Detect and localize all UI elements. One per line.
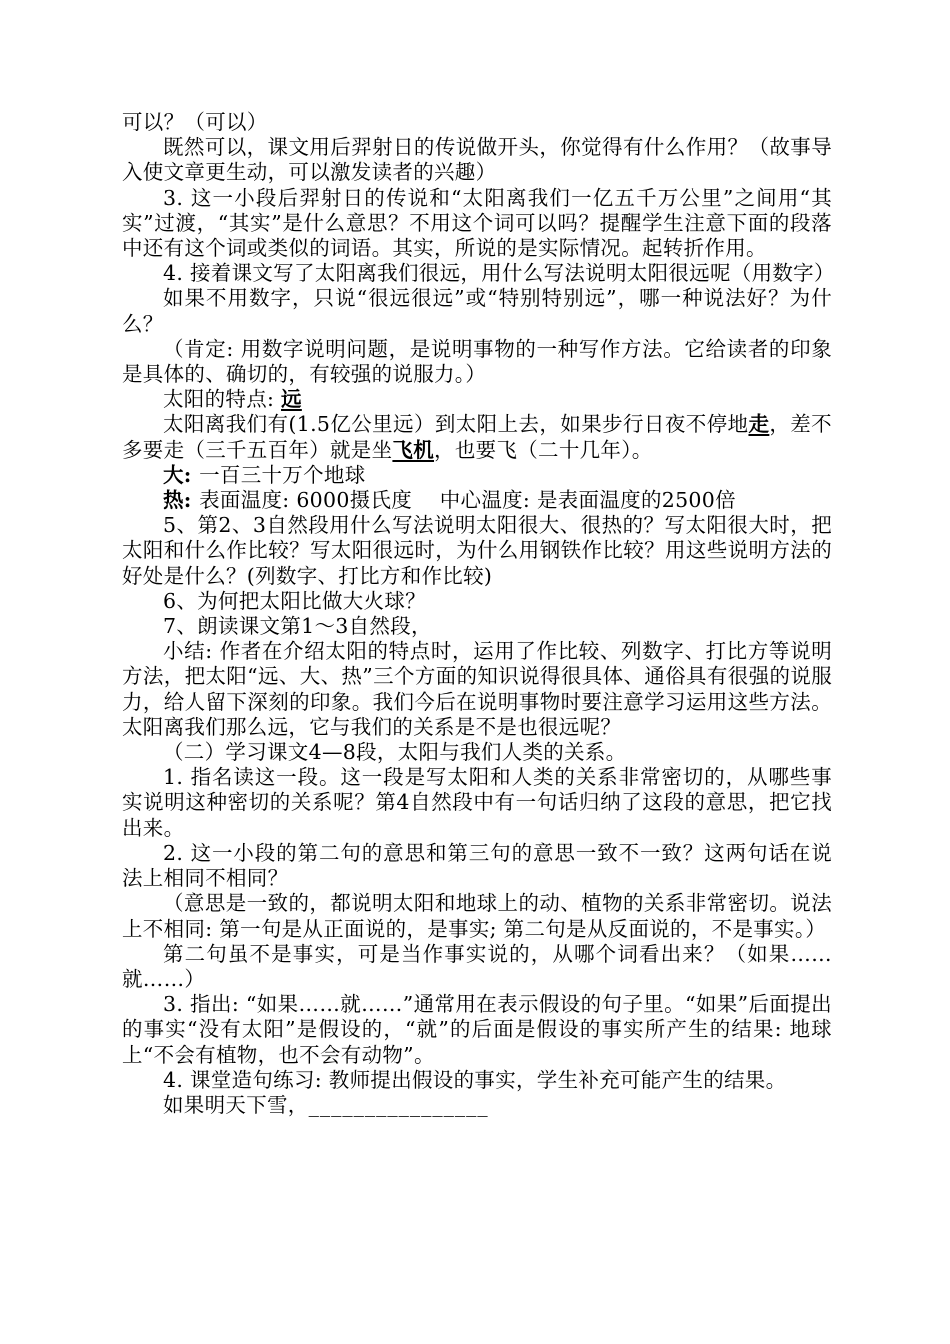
paragraph: 4. 接着课文写了太阳离我们很远，用什么写法说明太阳很远呢（用数字）: [163, 261, 835, 286]
sun-features-heading: [122, 387, 832, 412]
paragraph: 7、朗读课文第1～3自然段，: [163, 614, 432, 639]
text: 如果明天下雪，: [163, 1092, 309, 1117]
label: 太阳的特点:: [163, 387, 282, 412]
section-heading: （二）学习课文4—8段，太阳与我们人类的关系。: [163, 740, 627, 765]
paragraph: 3. 指出: “如果……就……”通常用在表示假设的句子里。“如果”后面提出的事实“没有太阳”是假设的，“就”的后面是假设的事实所产生的结果: 地球上“不会有植物，也不会有动物”。: [122, 992, 832, 1067]
feature-far: 远: [281, 387, 302, 412]
label: 热:: [163, 488, 200, 513]
paragraph: （意思是一致的，都说明太阳和地球上的动、植物的关系非常密切。说法上不相同: 第一句是从正面说的，是事实; 第二句是从反面说的，不是事实。）: [122, 891, 832, 941]
paragraph: 2. 这一小段的第二句的意思和第三句的意思一致不一致？这两句话在说法上相同不相同？: [122, 840, 832, 891]
label: 大:: [163, 462, 200, 487]
text: 表面温度: 6000摄氏度 中心温度: 是表面温度的2500倍: [199, 488, 736, 513]
paragraph: 如果不用数字，只说“很远很远”或“特别特别远”，哪一种说法好？为什么？: [122, 286, 832, 336]
paragraph: 1. 指名读这一段。这一段是写太阳和人类的关系非常密切的，从哪些事实说明这种密切的关系呢？第4自然段中有一句话归纳了这段的意思，把它找出来。: [122, 765, 832, 840]
feature-big: [122, 463, 832, 488]
text: ，差不多要走（三千五百年）就是坐: [122, 412, 832, 462]
text: 一百三十万个地球: [199, 462, 366, 487]
paragraph: 6、为何把太阳比做大火球？: [163, 588, 426, 613]
paragraph: 5、第2、3自然段用什么写法说明太阳很大、很热的？写太阳很大时，把太阳和什么作比较？写太阳很远时，为什么用钢铁作比较？用这些说明方法的好处是什么？(列数字、打比方和作比较): [122, 513, 832, 588]
fill-blank: ________________: [308, 1092, 489, 1117]
exercise-line: [122, 1093, 832, 1118]
text: 太阳离我们有(1.5亿公里远）到太阳上去，如果步行日夜不停地: [163, 412, 749, 437]
document-body: [122, 110, 835, 1118]
text: ，也要飞（二十几年）。: [434, 437, 653, 462]
paragraph: 第二句虽不是事实，可是当作事实说的，从哪个词看出来？（如果……就……）: [122, 941, 832, 991]
paragraph: 可以？（可以）: [122, 110, 268, 134]
paragraph: （肯定: 用数字说明问题，是说明事物的一种写作方法。它给读者的印象是具体的、确切的，有较强的说服力。）: [122, 336, 832, 387]
paragraph: 4. 课堂造句练习: 教师提出假设的事实，学生补充可能产生的结果。: [163, 1067, 787, 1092]
summary-paragraph: 小结: 作者在介绍太阳的特点时，运用了作比较、列数字、打比方等说明方法，把太阳“远、大、热”三个方面的知识说得很具体、通俗具有很强的说服力，给人留下深刻的印象。我们今后在说明事物时要注意学习运用这些方法。太阳离我们那么远，它与我们的关系是不是也很远呢？: [122, 639, 832, 739]
paragraph: 既然可以，课文用后羿射日的传说做开头，你觉得有什么作用？（故事导入使文章更生动，可以激发读者的兴趣）: [122, 135, 832, 185]
paragraph: 3. 这一小段后羿射日的传说和“太阳离我们一亿五千万公里”之间用“其实”过渡，“其实”是什么意思？不用这个词可以吗？提醒学生注意下面的段落中还有这个词或类似的词语。其实，所说的是实际情况。起转折作用。: [122, 185, 832, 261]
paragraph: [122, 412, 832, 462]
keyword-walk: 走: [748, 412, 770, 437]
keyword-plane: 飞机: [392, 437, 435, 462]
feature-hot: [122, 488, 832, 513]
